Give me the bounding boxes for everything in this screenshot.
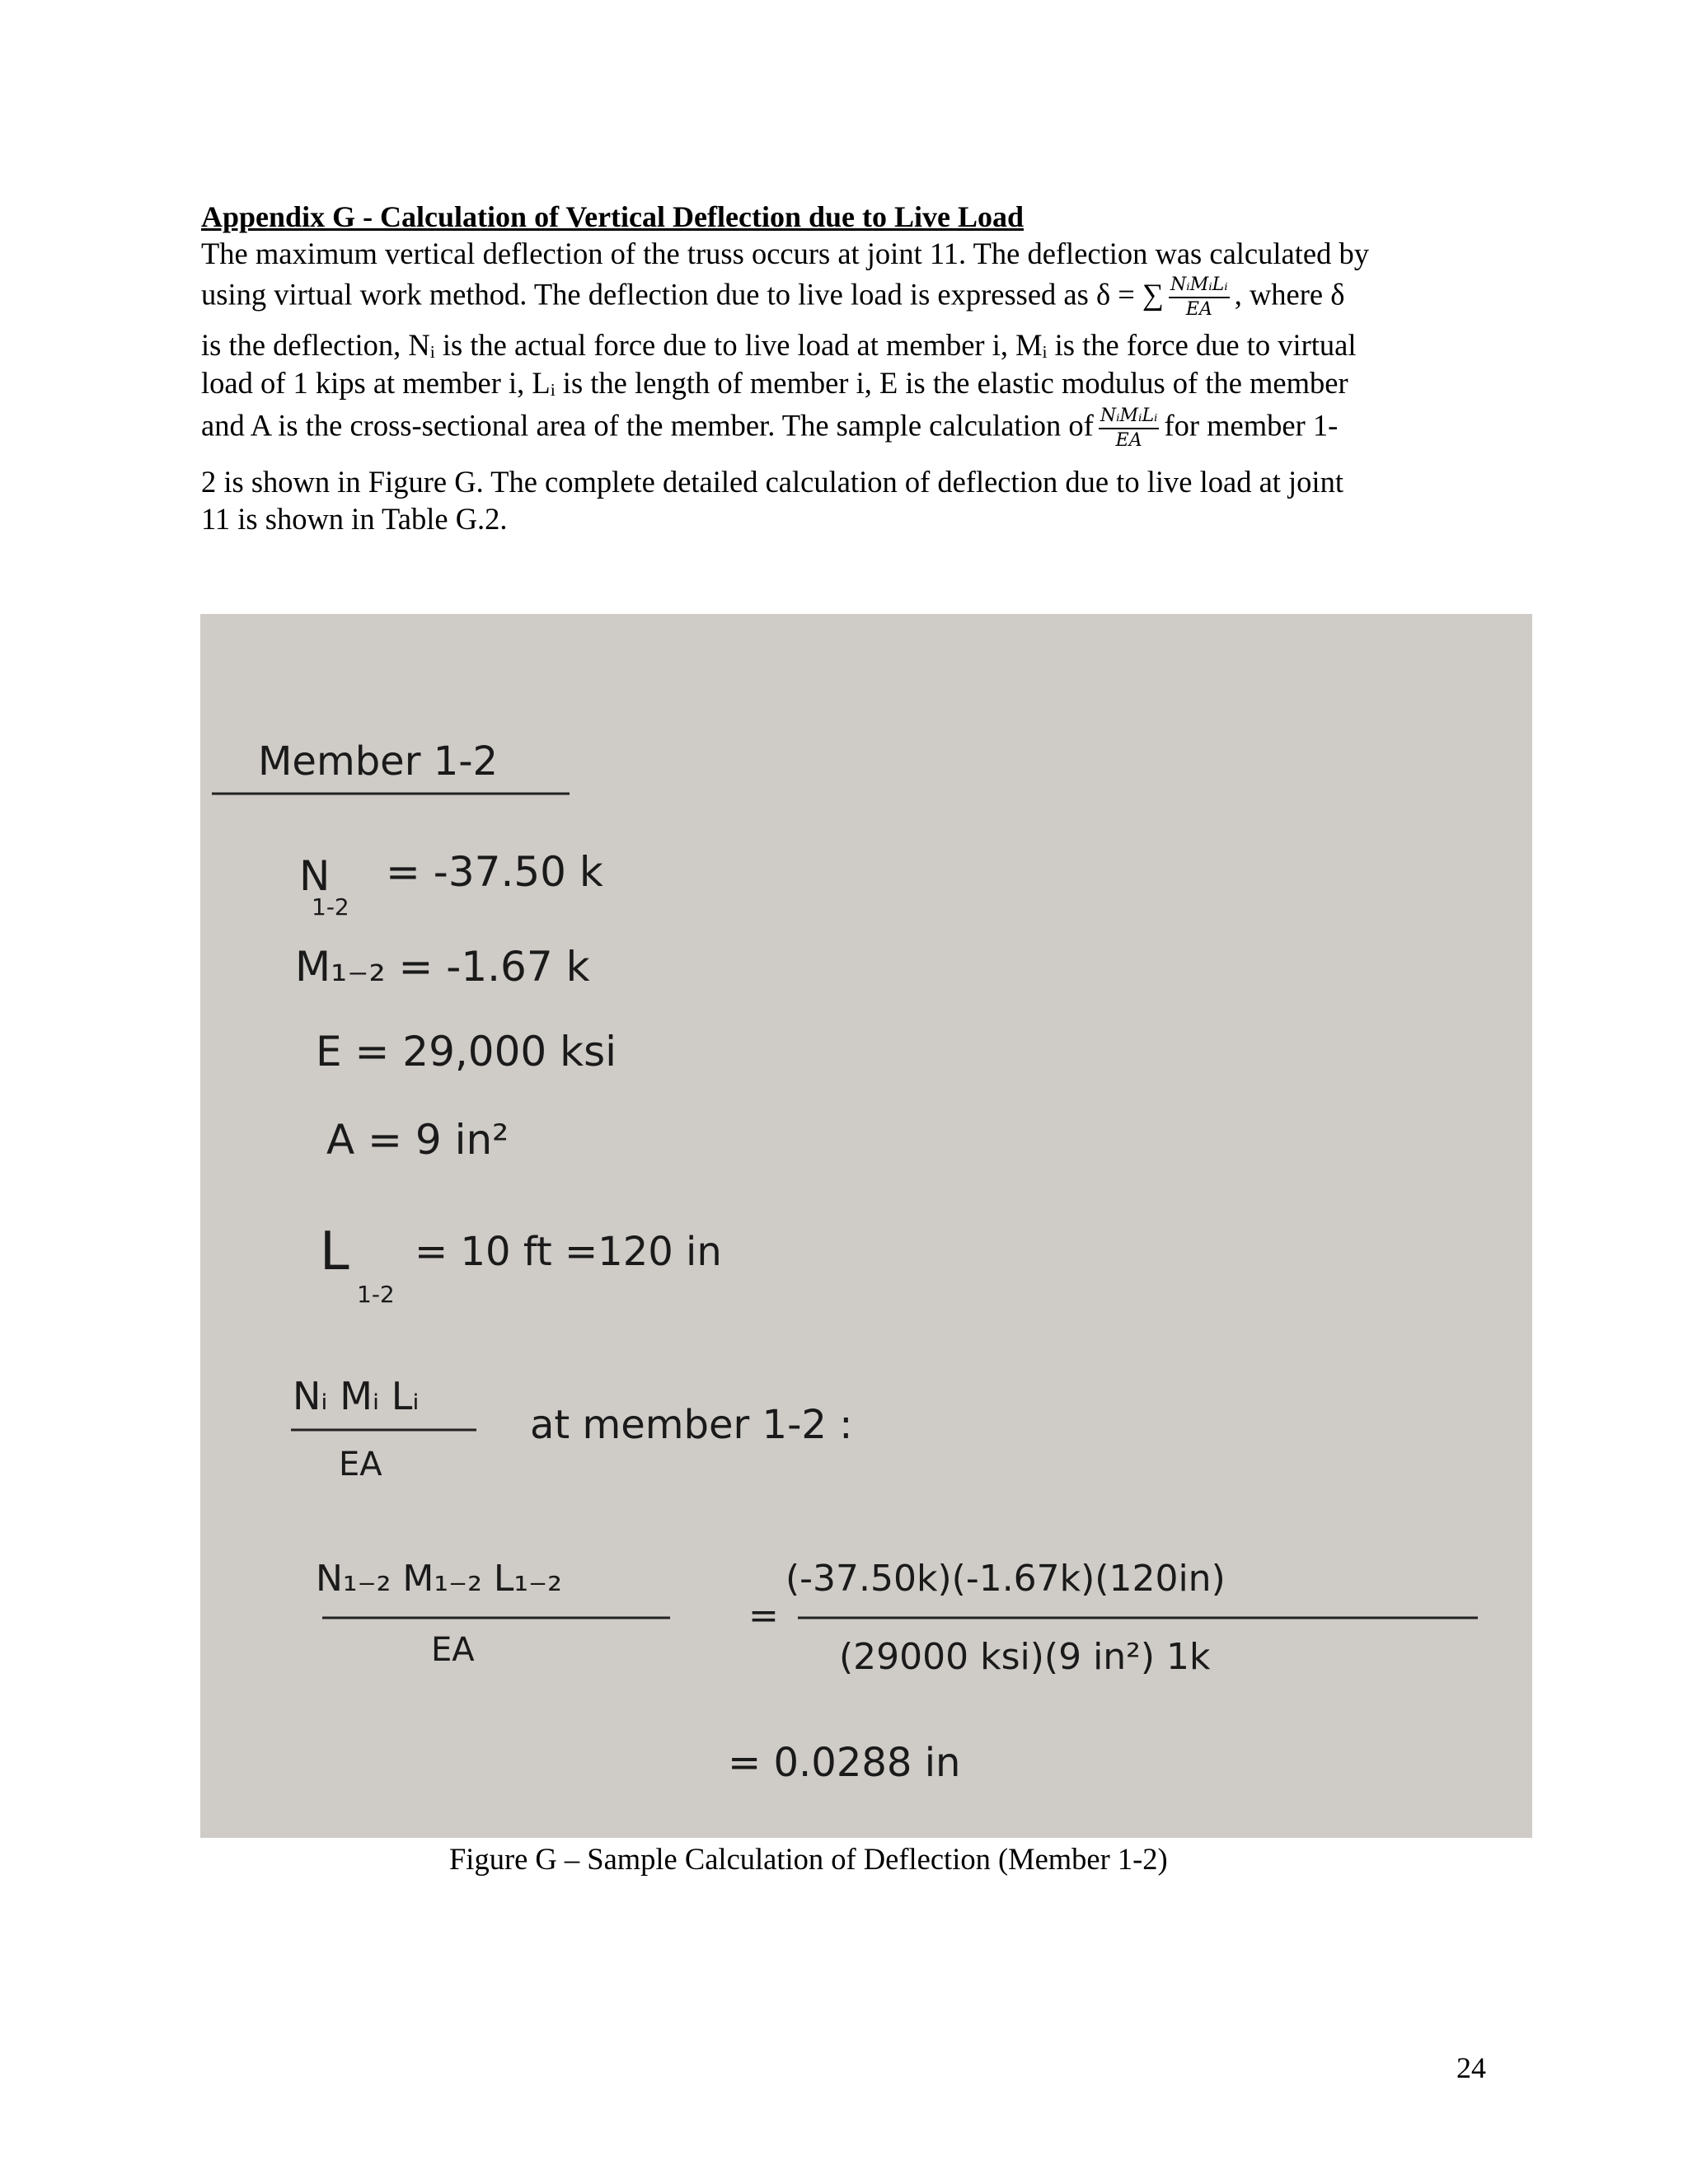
equation-rhs-denominator: (29000 ksi)(9 in²) 1k [839,1636,1211,1678]
paragraph-line: is the deflection, Nᵢ is the actual force due to live load at member i, Mᵢ is the force due to virtual [201,328,1357,362]
m-line: M₁₋₂ = -1.67 k [295,943,590,991]
paragraph-text: and A is the cross-sectional area of the member. The sample calculation of [201,408,1094,443]
equation-equals: = [748,1595,779,1637]
paragraph-text: using virtual work method. The deflection due to live load is expressed as δ = ∑ [201,277,1165,312]
fraction-numerator: NᵢMᵢLᵢ [1169,276,1230,298]
a-line: A = 9 in² [326,1116,509,1164]
result-line: = 0.0288 in [728,1740,961,1786]
paragraph-line [201,407,1495,450]
fraction-numerator: NᵢMᵢLᵢ [1099,407,1160,429]
ratio-denominator: EA [339,1446,382,1483]
equation-lhs-numerator: N₁₋₂ M₁₋₂ L₁₋₂ [316,1558,562,1600]
equation-rhs-numerator: (-37.50k)(-1.67k)(120in) [785,1558,1226,1600]
fraction-denominator: EA [1185,299,1212,320]
equation-lhs-denominator: EA [431,1631,475,1669]
handwriting-canvas [200,614,1532,1838]
paragraph-text: for member 1- [1164,408,1339,443]
page-number: 24 [1456,2051,1486,2084]
n-label: N [299,852,331,900]
l-subscript: 1-2 [357,1281,395,1308]
ratio-text: at member 1-2 : [530,1402,853,1448]
paragraph-line [201,276,1495,319]
paragraph-line: 11 is shown in Table G.2. [201,502,508,536]
l-label: L [320,1221,349,1282]
handwritten-title: Member 1-2 [258,738,499,785]
formula-fraction [1169,276,1230,319]
formula-fraction [1099,407,1160,450]
paragraph-line: 2 is shown in Figure G. The complete detailed calculation of deflection due to live load at joint [201,465,1343,499]
fraction-denominator: EA [1115,430,1142,451]
appendix-heading: Appendix G - Calculation of Vertical Deflection due to Live Load [201,200,1024,233]
figure-caption: Figure G – Sample Calculation of Deflection (Member 1-2) [449,1842,1168,1876]
handwritten-calculation-photo [200,614,1532,1838]
e-line: E = 29,000 ksi [316,1028,617,1076]
n-subscript: 1-2 [312,893,349,921]
n-value: = -37.50 k [386,848,603,896]
ratio-numerator: Nᵢ Mᵢ Lᵢ [293,1374,420,1418]
paragraph-line: The maximum vertical deflection of the truss occurs at joint 11. The deflection was calculated by [201,237,1369,270]
paragraph-line: load of 1 kips at member i, Lᵢ is the length of member i, E is the elastic modulus of the member [201,366,1348,400]
paragraph-text: , where δ [1234,277,1345,312]
l-value: = 10 ft =120 in [415,1229,722,1275]
